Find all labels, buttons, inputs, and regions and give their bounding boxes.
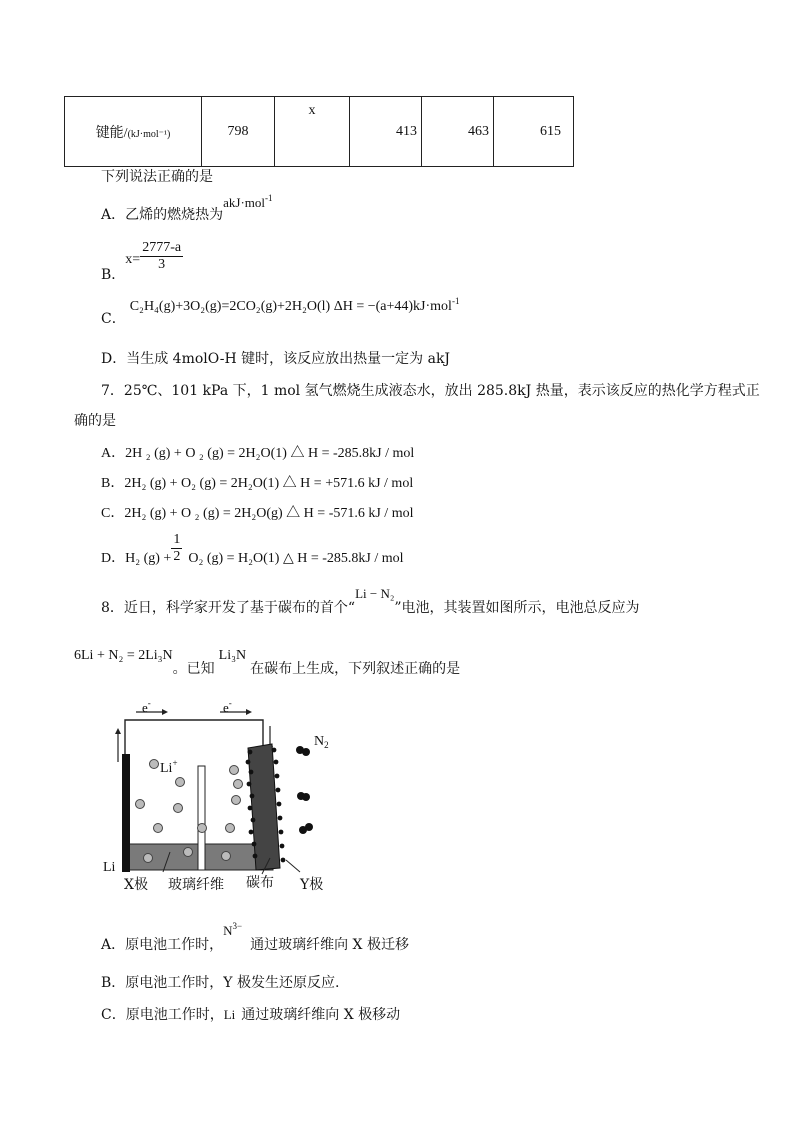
equation [129, 296, 460, 314]
electron-label-right [223, 698, 232, 716]
x-pole-label: X极 [124, 877, 148, 893]
stem-mid: 。已知 [172, 661, 215, 677]
equation-text: C₂H₄(g)+3O₂(g)=2CO₂(g)+2H₂O(l) ΔH = −(a+44)kJ·mol [129, 299, 452, 314]
label-text: e [223, 700, 229, 715]
table-cell-label [65, 97, 202, 167]
table-row [65, 97, 574, 167]
equation-lhs: x= [125, 251, 141, 267]
table-cell: 615 [494, 97, 574, 167]
table-cell: x [275, 97, 350, 167]
formula: Li − N₂ [355, 586, 395, 601]
table-cell: 798 [202, 97, 275, 167]
li-label: Li [103, 860, 116, 875]
label-text: Li [160, 761, 173, 776]
battery-diagram [100, 692, 340, 902]
q7-stem-line2: 确的是 [74, 413, 116, 429]
formula: Li₃N [218, 648, 247, 663]
superscript: - [228, 698, 232, 708]
fraction [140, 240, 183, 273]
stem-pre: 8．近日，科学家开发了基于碳布的首个“ [101, 600, 356, 616]
superscript: + [172, 758, 178, 768]
q7-option-c: C．2H₂ (g) + O ₂ (g) = 2H₂O(g) △ H = -571.6 kJ / mol [101, 506, 414, 521]
arrowhead-icon [115, 728, 121, 734]
q8-option-c [101, 1004, 400, 1024]
q7-option-d [101, 532, 404, 565]
label-pointer [286, 860, 300, 872]
q7-option-a: A．2H ₂ (g) + O ₂ (g) = 2H₂O(1) △ H = -285.8kJ / mol [101, 446, 415, 461]
option-pre: A．原电池工作时， [101, 937, 224, 953]
q6-prompt: 下列说法正确的是 [101, 169, 213, 185]
q6-option-a [101, 193, 273, 224]
q8-stem-line2 [74, 648, 461, 677]
lithium-electrode [122, 754, 130, 872]
superscript: -1 [451, 296, 460, 306]
ion: Li [223, 1007, 236, 1022]
carbon-cloth-label: 碳布 [246, 875, 274, 891]
y-pole-label: Y极 [300, 877, 324, 893]
subscript: 2 [324, 740, 329, 750]
table-cell: 413 [350, 97, 422, 167]
q8-option-a [101, 921, 409, 954]
arrowhead-icon [162, 709, 168, 715]
glass-fiber-separator [198, 766, 205, 870]
option-value [223, 195, 272, 210]
q7-option-b: B．2H₂ (g) + O₂ (g) = 2H₂O(1) △ H = +571.6 kJ / mol [101, 476, 414, 491]
stem-post: 在碳布上生成，下列叙述正确的是 [250, 661, 461, 677]
label-text: e [142, 700, 148, 715]
bond-energy-table [64, 96, 574, 167]
q7-stem-line1: 7．25℃、101 kPa 下，1 mol 氢气燃烧生成液态水，放出 285.8kJ 热量，表示该反应的热化学方程式正 [101, 383, 760, 399]
option-pre: C．原电池工作时， [101, 1007, 224, 1023]
option-post: 通过玻璃纤维向 X 极移动 [241, 1007, 401, 1023]
n2-label [314, 734, 329, 750]
superscript: -1 [265, 193, 273, 203]
ion [223, 923, 242, 938]
electron-label-left [142, 698, 151, 716]
option-pre: D．H₂ (g) + [101, 550, 172, 566]
glass-fiber-label: 玻璃纤维 [168, 877, 224, 893]
fraction [171, 532, 182, 565]
denominator: 2 [173, 549, 181, 564]
option-label: A．乙烯的燃烧热为 [101, 207, 224, 223]
option-label: C． [101, 311, 126, 327]
label-text: 键能/ [95, 125, 128, 141]
stem-post: ”电池，其装置如图所示，电池总反应为 [394, 600, 640, 616]
option-post: 通过玻璃纤维向 X 极迁移 [250, 937, 409, 953]
nitrogen-molecules [296, 746, 313, 834]
q6-option-c [101, 296, 460, 328]
li-ion-label [160, 758, 178, 777]
unit-text: (kJ·mol⁻¹) [127, 128, 171, 140]
option-label: B． [101, 266, 126, 283]
arrowhead-icon [246, 709, 252, 715]
superscript: 3− [232, 921, 243, 931]
q6-option-b [101, 240, 183, 283]
ion-text: N [223, 923, 233, 938]
external-wire [125, 720, 263, 762]
superscript: - [147, 698, 151, 708]
table-cell: 463 [422, 97, 494, 167]
denominator: 3 [158, 257, 166, 272]
q8-stem-line1 [101, 586, 640, 617]
q6-option-d: D．当生成 4molO-H 键时，该反应放出热量一定为 akJ [101, 351, 451, 367]
reaction-equation: 6Li + N₂ = 2Li₃N [74, 648, 173, 663]
label-text: N [314, 734, 325, 749]
numerator: 1 [173, 532, 181, 547]
q8-option-b: B．原电池工作时，Y 极发生还原反应. [101, 975, 340, 991]
option-post: O₂ (g) = H₂O(1) △ H = -285.8kJ / mol [188, 550, 404, 566]
numerator: 2777-a [142, 240, 182, 255]
value-text: akJ·mol [223, 195, 266, 210]
